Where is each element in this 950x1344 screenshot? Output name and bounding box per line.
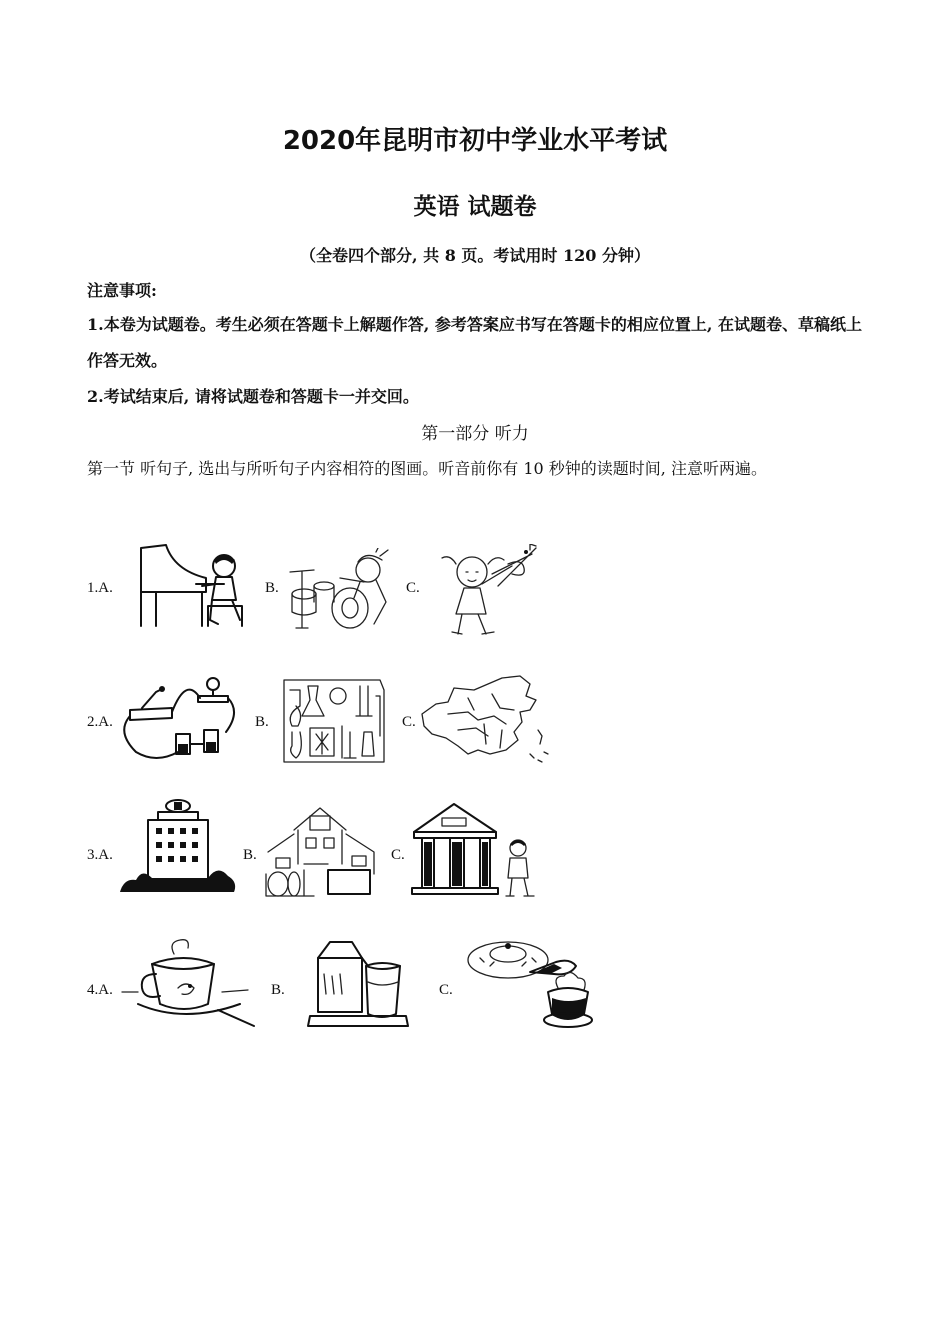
q1-label-a: 1.A.	[87, 580, 113, 596]
notice-item-1: 1.本卷为试题卷。考生必须在答题卡上解题作答, 参考答案应书写在答题卡的相应位置上, 在试题卷、草稿纸上作答无效。	[87, 315, 862, 370]
notice-heading: 注意事项:	[87, 281, 157, 300]
q2-label-c: C.	[402, 714, 416, 730]
q2-label-a: 2.A.	[87, 714, 113, 730]
q3-label-a: 3.A.	[87, 847, 113, 863]
lab-equipment-image	[280, 676, 392, 764]
q2-label-b: B.	[255, 714, 269, 730]
notice-item-2: 2.考试结束后, 请将试题卷和答题卡一并交回。	[87, 387, 419, 406]
house-image	[264, 804, 382, 898]
q1-label-b: B.	[265, 580, 279, 596]
q1-label-c: C.	[406, 580, 420, 596]
hospital-building-image	[118, 798, 238, 896]
section-title: 第一部分 听力	[421, 424, 529, 444]
piano-player-image	[136, 540, 251, 632]
q4-label-a: 4.A.	[87, 982, 113, 998]
electric-circuit-image	[116, 672, 241, 764]
tea-cup-image	[118, 934, 258, 1028]
china-map-image	[418, 674, 556, 764]
q3-label-c: C.	[391, 847, 405, 863]
section1-instruction: 第一节 听句子, 选出与所听句子内容相符的图画。听音前你有 10 秒钟的读题时间, 注意听两遍。	[87, 459, 767, 478]
milk-and-juice-image	[306, 936, 410, 1030]
rice-bowl-image	[466, 932, 594, 1032]
page-title: 2020年昆明市初中学业水平考试	[282, 126, 668, 156]
q4-label-b: B.	[271, 982, 285, 998]
bank-building-image	[410, 800, 542, 902]
page-subtitle: 英语 试题卷	[413, 193, 537, 220]
drum-set-image	[288, 548, 393, 632]
violin-player-image	[432, 544, 542, 636]
q4-label-c: C.	[439, 982, 453, 998]
q3-label-b: B.	[243, 847, 257, 863]
exam-scope: （全卷四个部分, 共 8 页。考试用时 120 分钟）	[300, 246, 650, 265]
